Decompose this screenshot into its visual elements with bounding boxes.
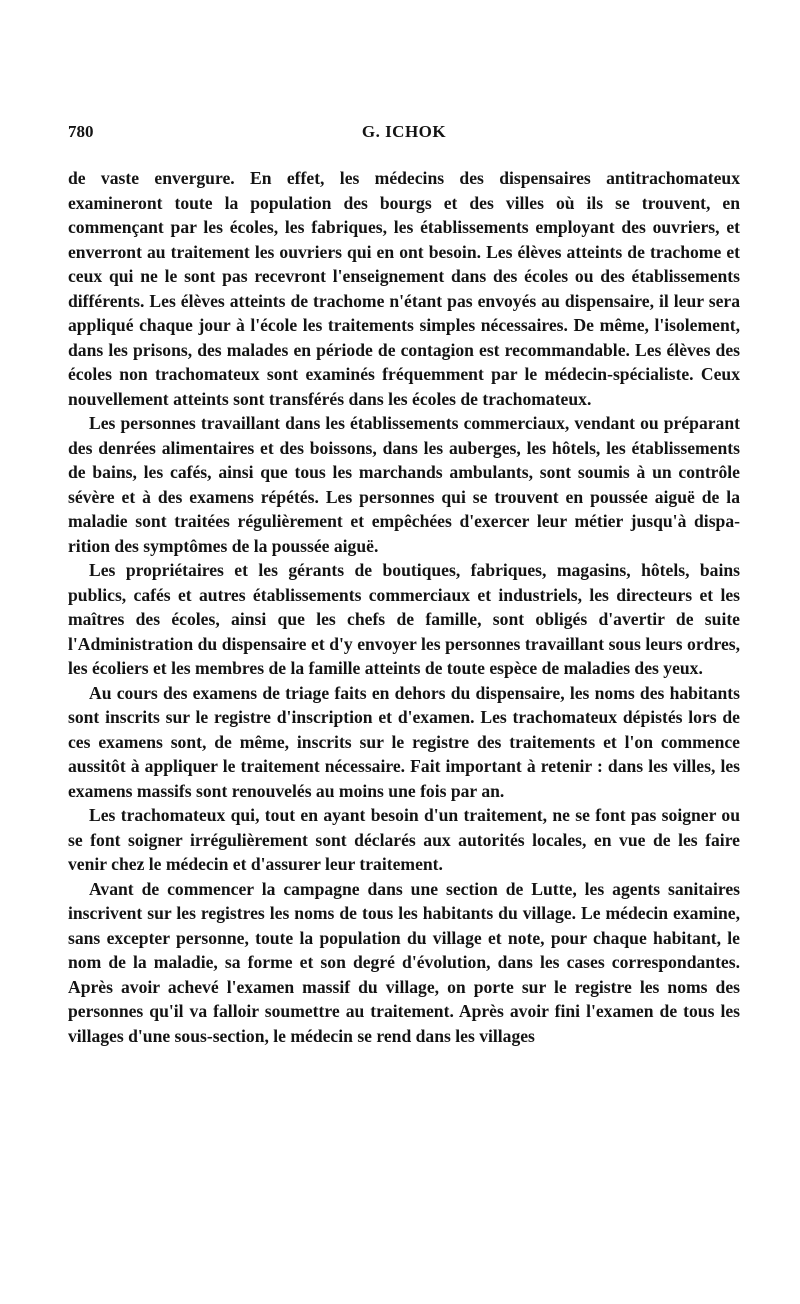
running-title: G. ICHOK — [361, 122, 447, 141]
paragraph-5: Les trachomateux qui, tout en ayant besoin d'un traitement, ne se font pas soigner ou se font soigner irrégulièrement sont déclarés aux autorités locales, en vue de les faire venir chez le médecin et d'assurer leur traitement. — [68, 805, 740, 874]
paragraph-3: Les propriétaires et les gérants de boutiques, fabriques, magasins, hôtels, bains publics, cafés et autres établissements commerciaux et industriels, les directeurs et les maîtres des écoles, ainsi que les chefs de famille, sont obligés d'avertir de suite l'Administration du dispensaire et d'y envoyer les personnes travaillant sous leurs ordres, les écoliers et les membres de la famille atteints de toute espèce de maladies des yeux. — [68, 560, 740, 678]
running-head — [68, 122, 740, 152]
page-number: 780 — [68, 122, 94, 141]
paragraph-1: de vaste envergure. En effet, les médecins des dispensaires antitrachomateux examineront toute la population des bourgs et des villes où ils se trouvent, en commençant par les écoles, les fabriques, les établissements employant des ouvriers, et enverront au traitement les ouvriers qui en ont besoin. Les élèves atteints de trachome et ceux qui ne le sont pas recevront l'enseignement dans des écoles ou des établissements différents. Les élèves atteints de trachome n'étant pas envoyés au dispensaire, il leur sera appliqué chaque jour à l'école les traitements simples nécessaires. De même, l'isolement, dans les prisons, des malades en période de contagion est recommandable. Les élèves des écoles non trachomateux sont examinés fréquemment par le médecin-spécialiste. Ceux nouvellement atteints sont transférés dans les écoles de trachomateux. — [68, 168, 740, 409]
document-page — [68, 122, 740, 1048]
paragraph-2: Les personnes travaillant dans les établissements commerciaux, vendant ou préparant des denrées alimentaires et des boissons, dans les auberges, les hôtels, les établissements de bains, les cafés, ainsi que tous les marchands ambulants, sont soumis à un contrôle sévère et à des examens répétés. Les personnes qui se trouvent en poussée aiguë de la maladie sont traitées régulièrement et empêchées d'exercer leur métier jusqu'à disparition des symptômes de la poussée aiguë. — [68, 413, 740, 556]
paragraph-6: Avant de commencer la campagne dans une section de Lutte, les agents sanitaires inscrivent sur les registres les noms de tous les habitants du village. Le médecin examine, sans excepter personne, toute la population du village et note, pour chaque habitant, le nom de la maladie, sa forme et son degré d'évolution, dans les cases correspondantes. Après avoir achevé l'examen massif du village, on porte sur le registre les noms des personnes qu'il va falloir soumettre au traitement. Après avoir fini l'examen de tous les villages d'une sous-section, le médecin se rend dans les villages — [68, 878, 740, 1046]
paragraph-4: Au cours des examens de triage faits en dehors du dispensaire, les noms des habitants sont inscrits sur le registre d'inscription et d'examen. Les trachomateux dépistés lors de ces examens sont, de même, inscrits sur le registre des traitements et l'on commence aussitôt à appliquer le traitement nécessaire. Fait important à retenir : dans les villes, les examens massifs sont renouvelés au moins une fois par an. — [68, 682, 740, 801]
body-text — [68, 166, 740, 1048]
